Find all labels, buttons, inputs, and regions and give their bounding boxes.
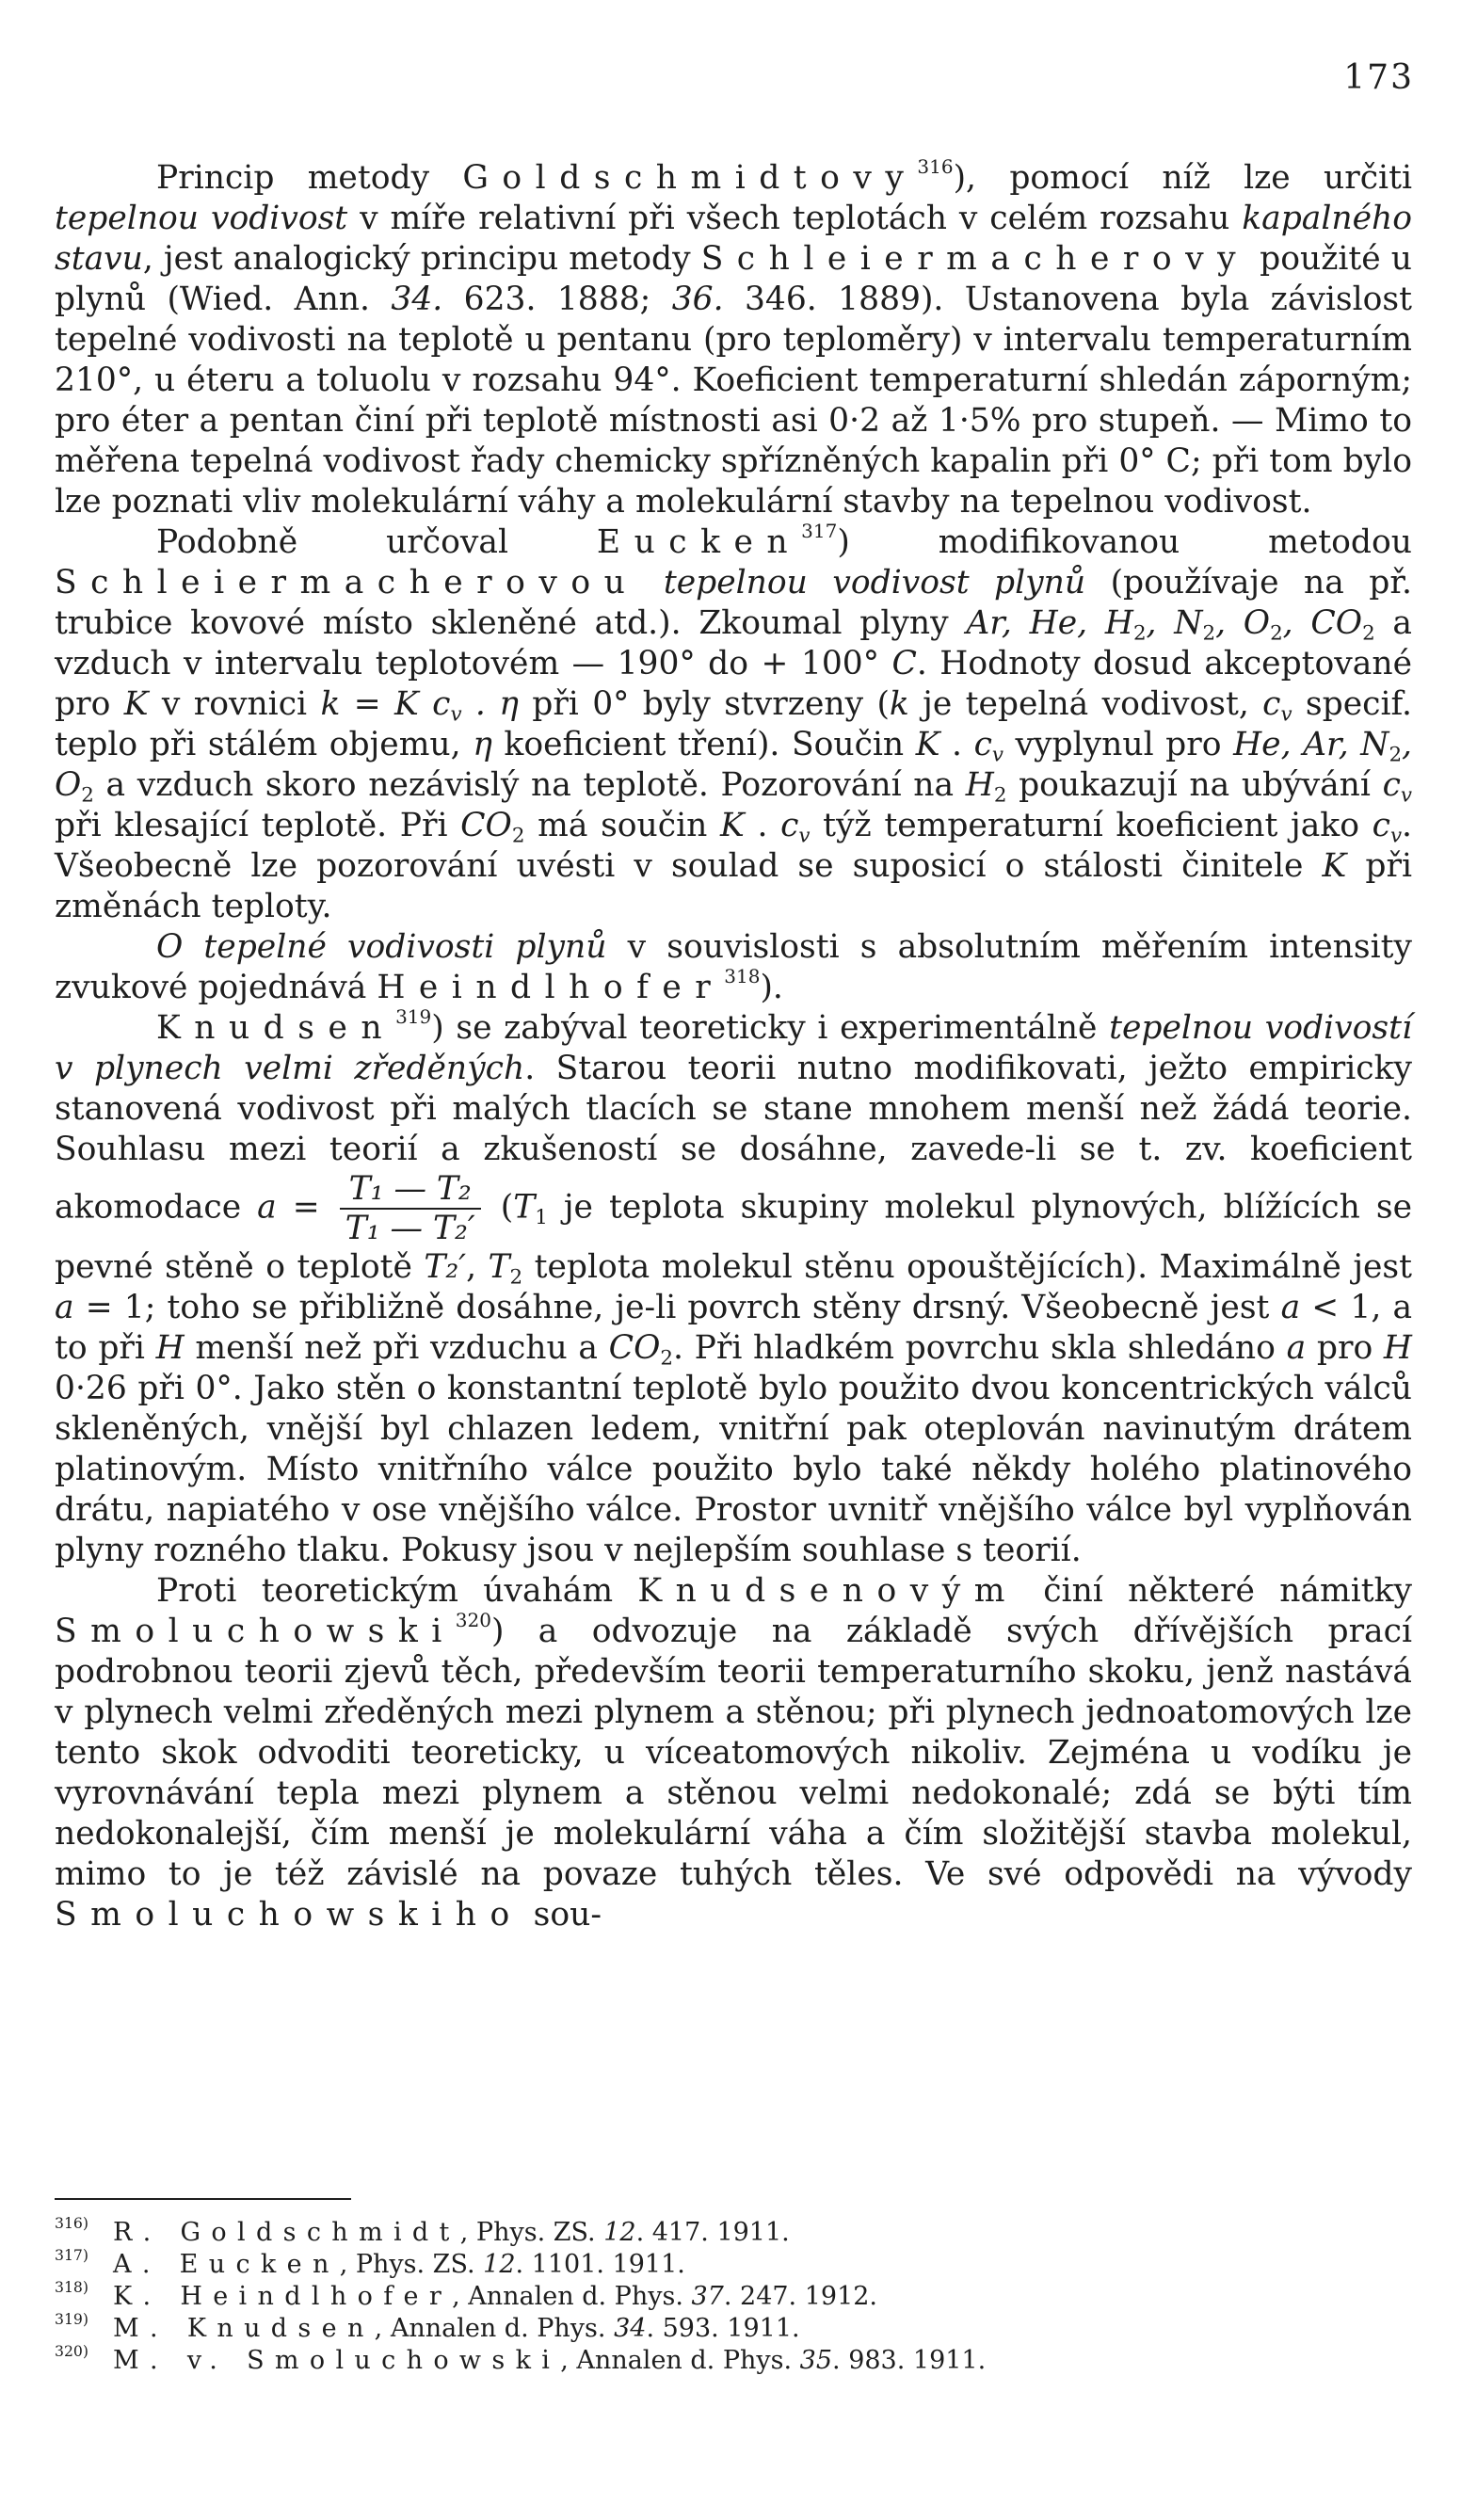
author-name: Goldschmidtovy [462, 159, 918, 197]
author-name: Schleiermacherovou [55, 564, 639, 602]
footnote-ref: 317 [801, 520, 838, 542]
footnote-item: $^{319)}$ M. Knudsen, Annalen d. Phys. 34. 593. 1911. [55, 2310, 800, 2343]
author-name: Knudsenovým [637, 1572, 1019, 1610]
accommodation-coefficient-fraction: $\frac{\text{T₁ — T₂}}{\text{T₁ — T₂′}}$ [340, 1170, 481, 1247]
body-text [55, 155, 1413, 1935]
footnote-ref: 318 [724, 965, 761, 987]
paragraph-heindlhofer: O tepelné vodivosti plynů v souvislosti s absolutním měřením intensity zvukové pojednává Heindlhofer$^{318}$). [55, 928, 1412, 1006]
footnote-item: $^{320)}$ M. v. Smoluchowski, Annalen d. Phys. 35. 983. 1911. [55, 2342, 987, 2375]
paragraph-eucken: Podobně určoval Eucken$^{317}$) modifikovanou metodou Schleiermacherovou tepelnou vodivost plynů (používaje na př. trubice kovové místo skleněné atd.). Zkoumal plyny Ar, He, $H_2$, $N_2$, $O_2$, $CO_2$ a vzduch v intervalu teplotovém — 190° do + 100° C. Hodnoty dosud akceptované pro K v rovnici k = K $c_v$ . η při 0° byly stvrzeny (k je tepelná vodivost, $c_v$ specif. teplo při stálém objemu, η koeficient tření). Součin K . $c_v$ vyplynul pro He, Ar, $N_2$, $O_2$ a vzduch skoro nezávislý na teplotě. Pozorování na $H_2$ poukazují na ubývání $c_v$ při klesající teplotě. Při $CO_2$ má součin K . $c_v$ týž temperaturní koeficient jako $c_v$. Všeobecně lze pozorování uvésti v soulad se suposicí o stálosti činitele K při změnách teploty. [55, 520, 1413, 925]
author-name: Smoluchowski [55, 1613, 456, 1650]
author-name: Eucken [596, 523, 802, 561]
paragraph-smoluchowski: Proti teoretickým úvahám Knudsenovým činí některé námitky Smoluchowski$^{320}$) a odvozuje na základě svých dřívějších prací podrobnou teorii zjevů těch, především teorii temperaturního skoku, jenž nastává v plynech velmi zředěných mezi plynem a stěnou; při plynech jednoatomových lze tento skok odvoditi teoreticky, u víceatomových nikoliv. Zejména u vodíku je vyrovnávání tepla mezi plynem a stěnou velmi nedokonalé; zdá se býti tím nedokonalejší, čím menší je molekulární váha a čím složitější stavba molekul, mimo to je též závislé na povaze tuhých těles. Ve své odpovědi na vývody Smoluchowskiho sou- [55, 1572, 1412, 1934]
footnote-ref: 320 [455, 1609, 491, 1631]
page-number: 173 [1343, 58, 1414, 97]
footnote-divider [55, 2198, 351, 2200]
paragraph-knudsen: Knudsen$^{319}$) se zabýval teoreticky i experimentálně tepelnou vodivostí v plynech velmi zředěných. Starou teorii nutno modifikovati, ježto empiricky stanovená vodivost při malých tlacích se stane mnohem menší než žádá teorie. Souhlasu mezi teorií a zkušeností se dosáhne, zavede-li se t. zv. koeficient akomodace a = $\frac{\text{T₁ — T₂}}{\text{T₁ — T₂′}}$ ($T_1$ je teplota skupiny molekul plynových, blížících se pevné stěně o teplotě T₂′, $T_2$ teplota molekul stěnu opouštějících). Maximálně jest a = 1; toho se přibližně dosáhne, je-li povrch stěny drsný. Všeobecně jest a < 1, a to při H menší než při vzduchu a $CO_2$. Při hladkém povrchu skla shledáno a pro H 0·26 při 0°. Jako stěn o konstantní teplotě bylo použito dvou koncentrických válců skleněných, vnější byl chlazen ledem, vnitřní pak oteplován navinutým drátem platinovým. Místo vnitřního válce použito bylo také někdy holého platinového drátu, napiatého v ose vnějšího válce. Prostor uvnitř vnějšího válce byl vyplňován plyny rozného tlaku. Pokusy jsou v nejlepším souhlase s teorií. [55, 1005, 1413, 1569]
footnote-item: $^{317)}$ A. Eucken, Phys. ZS. 12. 1101. 1911. [55, 2246, 685, 2279]
footnote-ref: 316 [917, 155, 954, 178]
author-name: Schleiermacherovy [700, 240, 1250, 278]
author-name: Heindlhofer [377, 969, 725, 1006]
footnote-item: $^{316)}$ R. Goldschmidt, Phys. ZS. 12. 417. 1911. [55, 2214, 790, 2247]
paragraph-goldschmidt: Princip metody Goldschmidtovy$^{316}$), pomocí níž lze určiti tepelnou vodivost v míře relativní při všech teplotách v celém rozsahu kapalného stavu, jest analogický principu metody Schleiermacherovy použité u plynů (Wied. Ann. 34. 623. 1888; 36. 346. 1889). Ustanovena byla závislost tepelné vodivosti na teplotě u pentanu (pro teploměry) v intervalu temperaturním 210°, u éteru a toluolu v rozsahu 94°. Koeficient temperaturní shledán záporným; pro éter a pentan činí při teplotě místnosti asi 0·2 až 1·5% pro stupeň. — Mimo to měřena tepelná vodivost řady chemicky spřízněných kapalin při 0° C; při tom bylo lze poznati vliv molekulární váhy a molekulární stavby na tepelnou vodivost. [55, 155, 1413, 521]
footnote-item: $^{318)}$ K. Heindlhofer, Annalen d. Phys. 37. 247. 1912. [55, 2278, 878, 2311]
footnotes [55, 2214, 987, 2377]
author-name: Smoluchowskiho [55, 1896, 523, 1934]
author-name: Knudsen [156, 1009, 396, 1047]
footnote-ref: 319 [395, 1005, 432, 1028]
